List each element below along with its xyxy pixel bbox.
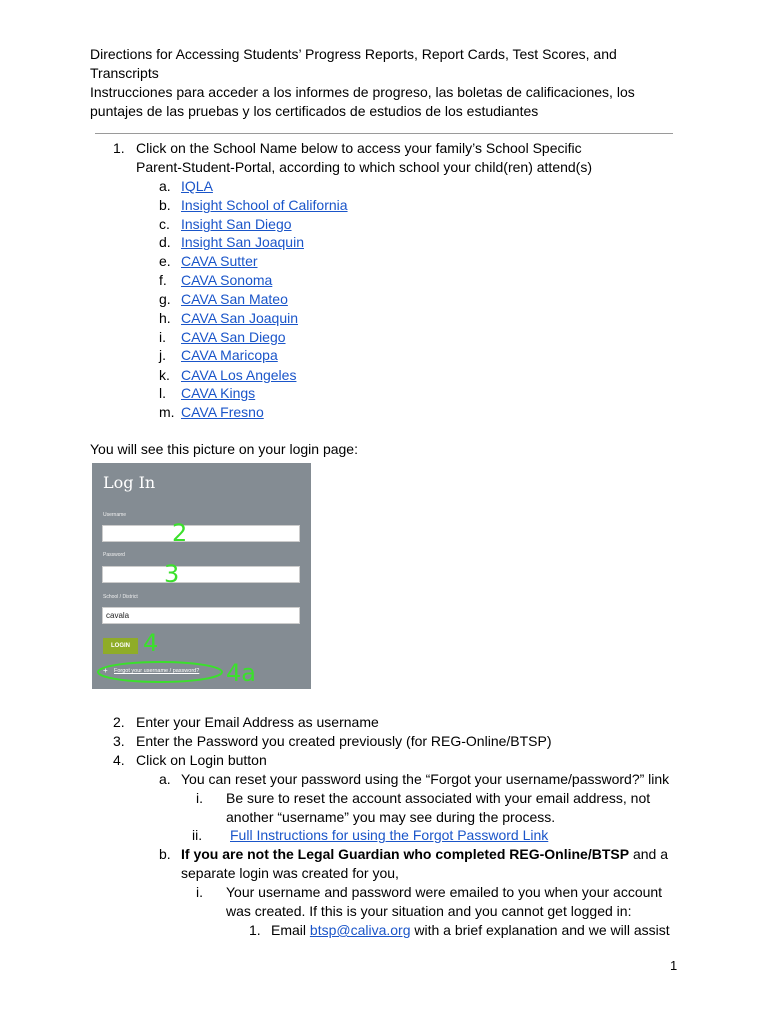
school-link-cava-kings[interactable]: CAVA Kings (181, 385, 256, 401)
step4b-line2: separate login was created for you, (181, 865, 399, 881)
step4b-marker: b. (159, 846, 171, 862)
step1-number: 1. (113, 140, 125, 156)
doc-title-es-line2: puntajes de las pruebas y los certificados de estudios de los estudiantes (90, 103, 539, 119)
step4b-bold-text: If you are not the Legal Guardian who completed REG-Online/BTSP (181, 846, 630, 862)
email-suffix: with a brief explanation and we will assist (410, 922, 670, 938)
step4a-text: You can reset your password using the “Forgot your username/password?” link (181, 771, 670, 787)
school-marker: f. (159, 272, 167, 288)
school-link-cava-fresno[interactable]: CAVA Fresno (181, 404, 264, 420)
step4b-i-line2: was created. If this is your situation and you cannot get logged in: (226, 903, 632, 919)
doc-title-line2: Transcripts (90, 65, 159, 81)
step1-line2: Parent-Student-Portal, according to which school your child(ren) attend(s) (136, 159, 592, 175)
step2-text: Enter your Email Address as username (136, 714, 379, 730)
school-district-label: School / District (103, 594, 138, 600)
school-link-insight-san-diego[interactable]: Insight San Diego (181, 216, 292, 232)
step-number: 3. (113, 733, 125, 749)
annotation-3: 3 (164, 560, 180, 588)
step-number: 2. (113, 714, 125, 730)
email-prefix: Email (271, 922, 310, 938)
picture-intro: You will see this picture on your login page: (90, 441, 358, 457)
school-marker: d. (159, 234, 171, 250)
school-link-cava-san-diego[interactable]: CAVA San Diego (181, 329, 286, 345)
username-label: Username (103, 512, 127, 518)
step4a-i-line2: another “username” you may see during the process. (226, 809, 556, 825)
step1-line1: Click on the School Name below to access your family’s School Specific (136, 140, 582, 156)
step4-text: Click on Login button (136, 752, 267, 768)
step4a-i-marker: i. (196, 790, 203, 806)
school-marker: a. (159, 178, 171, 194)
step4b-line1 (181, 845, 668, 864)
annotation-2: 2 (172, 519, 188, 547)
school-link-cava-sonoma[interactable]: CAVA Sonoma (181, 272, 273, 288)
login-screenshot (92, 463, 311, 689)
school-link-iqla[interactable]: IQLA (181, 178, 213, 194)
plus-icon: + (103, 666, 108, 675)
school-link-cava-los-angeles[interactable]: CAVA Los Angeles (181, 367, 297, 383)
school-link-cava-san-joaquin[interactable]: CAVA San Joaquin (181, 310, 299, 326)
page-number: 1 (670, 958, 678, 973)
school-link-cava-sutter[interactable]: CAVA Sutter (181, 253, 258, 269)
school-marker: l. (159, 385, 166, 401)
school-marker: e. (159, 253, 171, 269)
step4b-i-marker: i. (196, 884, 203, 900)
school-marker: g. (159, 291, 171, 307)
forgot-password-instructions-link[interactable]: Full Instructions for using the Forgot Password Link (230, 827, 549, 843)
school-district-field: cavala (102, 607, 300, 624)
school-link-cava-maricopa[interactable]: CAVA Maricopa (181, 347, 278, 363)
doc-title-es-line1: Instrucciones para acceder a los informes de progreso, las boletas de calificaciones, los (90, 84, 635, 100)
step4b-1-marker: 1. (249, 922, 261, 938)
annotation-4a: 4a (226, 659, 256, 687)
school-link-insight-san-joaquin[interactable]: Insight San Joaquin (181, 234, 304, 250)
forgot-link-image: Forgot your username / password? (114, 668, 200, 674)
password-label: Password (103, 552, 125, 558)
school-marker: b. (159, 197, 171, 213)
login-title: Log In (103, 473, 156, 492)
step4a-ii-marker: ii. (192, 827, 203, 843)
email-line (271, 921, 670, 940)
step-number: 4. (113, 752, 125, 768)
step4b-i-line1: Your username and password were emailed to you when your account (226, 884, 663, 900)
school-link-cava-san-mateo[interactable]: CAVA San Mateo (181, 291, 288, 307)
highlight-oval (92, 463, 311, 689)
step3-text: Enter the Password you created previously (for REG-Online/BTSP) (136, 733, 552, 749)
step4a-i-line1: Be sure to reset the account associated with your email address, not (226, 790, 651, 806)
login-button-image: LOGIN (103, 638, 138, 654)
school-marker: j. (159, 347, 166, 363)
divider (95, 133, 673, 134)
school-link-insight-california[interactable]: Insight School of California (181, 197, 348, 213)
school-marker: h. (159, 310, 171, 326)
annotation-4: 4 (143, 629, 159, 657)
school-marker: m. (159, 404, 175, 420)
support-email-link[interactable]: btsp@caliva.org (309, 922, 411, 938)
school-marker: k. (159, 367, 170, 383)
school-marker: i. (159, 329, 166, 345)
step4b-text-rest: and a (629, 846, 668, 862)
step4a-marker: a. (159, 771, 171, 787)
doc-title-line1: Directions for Accessing Students’ Progress Reports, Report Cards, Test Scores, and (90, 46, 617, 62)
school-marker: c. (159, 216, 170, 232)
